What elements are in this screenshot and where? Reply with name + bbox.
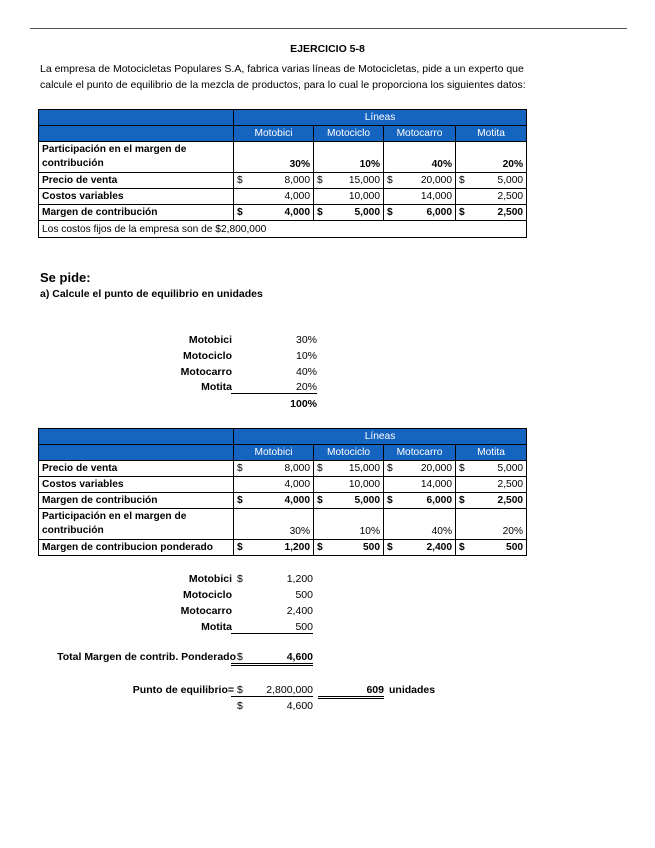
data-table-2	[38, 428, 527, 556]
cell: 10%	[314, 142, 384, 173]
mix-label: Motita	[201, 381, 232, 393]
currency-symbol: $	[387, 175, 393, 186]
cell: 4,000	[234, 477, 314, 493]
cell: 40%	[384, 509, 456, 540]
intro-paragraph: La empresa de Motocicletas Populares S.A, fabrica varias líneas de Motocicletas, pide a un experto que calcule el punto de equilibrio de la mezcla de productos, para lo cual le proporciona los siguientes datos:	[40, 63, 526, 91]
row-label: Costos variables	[39, 189, 234, 205]
row-label: Precio de venta	[39, 461, 234, 477]
table-row	[39, 173, 527, 189]
cell: $ 6,000	[384, 493, 456, 509]
currency-symbol: $	[459, 542, 465, 553]
cell: $ 2,500	[456, 205, 527, 221]
weighted-total-value: 4,600	[231, 651, 313, 666]
currency-symbol: $	[459, 495, 465, 506]
table2-blank-subheader	[39, 445, 234, 461]
cell: 10,000	[314, 477, 384, 493]
mix-label: Motocarro	[180, 366, 232, 378]
table-row	[39, 540, 527, 556]
cell: 40%	[384, 142, 456, 173]
breakeven-unit: unidades	[389, 684, 436, 696]
weighted-total-label: Total Margen de contrib. Ponderado	[57, 651, 236, 663]
mix-value: 10%	[295, 350, 317, 362]
cell: 4,000	[234, 189, 314, 205]
breakeven-label: Punto de equilibrio=	[132, 684, 234, 696]
mix-value: 30%	[295, 334, 317, 346]
cell: $ 5,000	[314, 205, 384, 221]
cell: $ 1,200	[234, 540, 314, 556]
table1-blank-header	[39, 110, 234, 126]
cell: $ 6,000	[384, 205, 456, 221]
currency-symbol: $	[387, 463, 393, 474]
table-row	[39, 461, 527, 477]
currency-symbol: $	[237, 207, 243, 218]
currency-symbol: $	[237, 651, 243, 663]
currency-symbol: $	[237, 463, 243, 474]
mix-value: 20%	[231, 381, 317, 394]
table1-col-header: Motociclo	[314, 126, 384, 142]
weighted-value: 500	[231, 621, 313, 634]
table-footer-row	[39, 221, 527, 238]
cell: $ 20,000	[384, 173, 456, 189]
row-label: Precio de venta	[39, 173, 234, 189]
weighted-value: 1,200	[286, 573, 313, 585]
currency-symbol: $	[459, 175, 465, 186]
cell: $ 15,000	[314, 461, 384, 477]
currency-symbol: $	[237, 573, 243, 585]
row-label: Margen de contribucion ponderado	[39, 540, 234, 556]
table-row	[39, 189, 527, 205]
currency-symbol: $	[237, 175, 243, 186]
cell: 20%	[456, 509, 527, 540]
cell: $ 5,000	[456, 173, 527, 189]
table1-col-header: Motobici	[234, 126, 314, 142]
cell: 30%	[234, 142, 314, 173]
mix-value: 40%	[295, 366, 317, 378]
cell: $ 2,400	[384, 540, 456, 556]
currency-symbol: $	[387, 542, 393, 553]
cell: $ 500	[456, 540, 527, 556]
weighted-label: Motobici	[188, 573, 232, 585]
row-label: Participación en el margen de contribución	[39, 142, 234, 173]
cell: $ 8,000	[234, 461, 314, 477]
table-row	[39, 509, 527, 540]
cell: 14,000	[384, 189, 456, 205]
row-label: Margen de contribución	[39, 205, 234, 221]
se-pide-heading: Se pide:	[40, 270, 91, 285]
table2-blank-header	[39, 429, 234, 445]
breakeven-numerator: 2,800,000	[231, 684, 313, 697]
cell: $ 2,500	[456, 493, 527, 509]
table2-col-header: Motobici	[234, 445, 314, 461]
table1-blank-subheader	[39, 126, 234, 142]
currency-symbol: $	[459, 207, 465, 218]
row-label: Margen de contribución	[39, 493, 234, 509]
weighted-label: Motociclo	[183, 589, 232, 601]
cell: $ 8,000	[234, 173, 314, 189]
cell: $ 5,000	[456, 461, 527, 477]
cell: 2,500	[456, 189, 527, 205]
currency-symbol: $	[317, 495, 323, 506]
weighted-value: 500	[295, 589, 313, 601]
table-row	[39, 205, 527, 221]
breakeven-result: 609	[318, 684, 384, 699]
cell: $ 500	[314, 540, 384, 556]
table2-col-header: Motita	[456, 445, 527, 461]
mix-total: 100%	[290, 398, 317, 410]
weighted-label: Motita	[201, 621, 232, 633]
table1-group-header: Líneas	[234, 110, 527, 126]
currency-symbol: $	[237, 542, 243, 553]
row-label: Costos variables	[39, 477, 234, 493]
weighted-label: Motocarro	[180, 605, 232, 617]
currency-symbol: $	[317, 542, 323, 553]
currency-symbol: $	[387, 495, 393, 506]
cell: $ 15,000	[314, 173, 384, 189]
cell: 2,500	[456, 477, 527, 493]
table2-group-header: Líneas	[234, 429, 527, 445]
question-a: a) Calcule el punto de equilibrio en unidades	[40, 288, 263, 300]
cell: $ 4,000	[234, 493, 314, 509]
cell: 30%	[234, 509, 314, 540]
currency-symbol: $	[237, 684, 243, 696]
mix-label: Motobici	[188, 334, 232, 346]
currency-symbol: $	[317, 463, 323, 474]
currency-symbol: $	[317, 175, 323, 186]
cell: 14,000	[384, 477, 456, 493]
currency-symbol: $	[237, 495, 243, 506]
mix-label: Motociclo	[183, 350, 232, 362]
cell: 10%	[314, 509, 384, 540]
table1-col-header: Motocarro	[384, 126, 456, 142]
currency-symbol: $	[237, 700, 243, 712]
currency-symbol: $	[387, 207, 393, 218]
fixed-costs-note: Los costos fijos de la empresa son de $2,800,000	[39, 221, 527, 238]
row-label: Participación en el margen de contribución	[39, 509, 234, 540]
table1-col-header: Motita	[456, 126, 527, 142]
table2-col-header: Motocarro	[384, 445, 456, 461]
cell: $ 20,000	[384, 461, 456, 477]
table-row	[39, 142, 527, 173]
weighted-value: 2,400	[286, 605, 313, 617]
table2-col-header: Motociclo	[314, 445, 384, 461]
cell: $ 4,000	[234, 205, 314, 221]
top-rule	[30, 28, 627, 29]
table-row	[39, 493, 527, 509]
data-table-1	[38, 109, 527, 238]
cell: 20%	[456, 142, 527, 173]
cell: $ 5,000	[314, 493, 384, 509]
table-row	[39, 477, 527, 493]
breakeven-denominator: 4,600	[286, 700, 313, 712]
cell: 10,000	[314, 189, 384, 205]
currency-symbol: $	[459, 463, 465, 474]
exercise-title: EJERCICIO 5-8	[290, 43, 365, 55]
currency-symbol: $	[317, 207, 323, 218]
